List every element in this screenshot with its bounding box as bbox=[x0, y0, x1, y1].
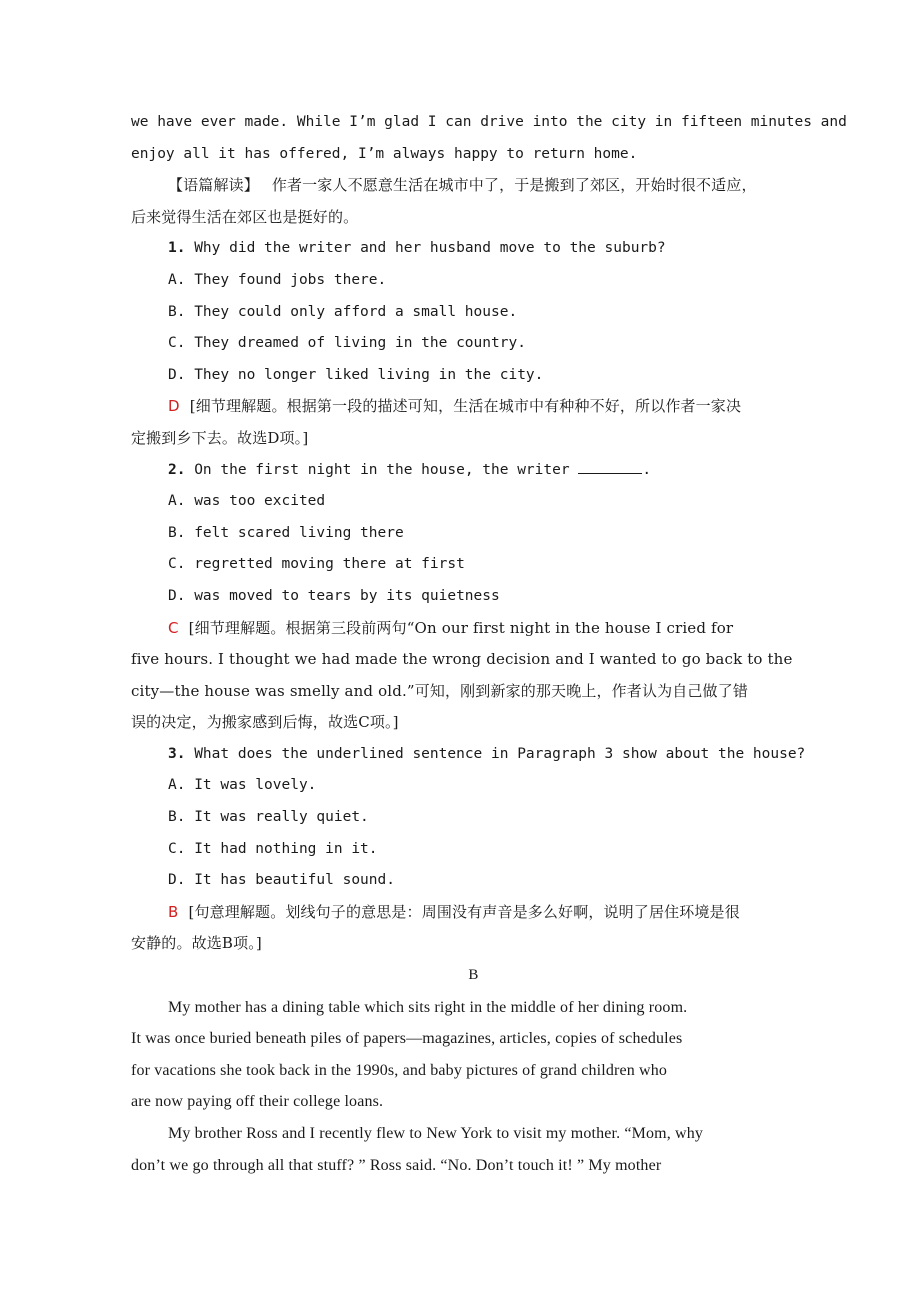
question-stem: 3. What does the underlined sentence in Paragraph 3 show about the house? bbox=[168, 745, 806, 762]
passage-line: My brother Ross and I recently flew to New York to visit my mother. “Mom, why bbox=[168, 1125, 704, 1142]
option-b: B. It was really quiet. bbox=[168, 809, 369, 826]
passage-line: are now paying off their college loans. bbox=[131, 1093, 384, 1111]
option-a: A. They found jobs there. bbox=[168, 271, 387, 288]
passage-line: enjoy all it has offered, I’m always happy to return home. bbox=[131, 145, 638, 162]
question-number: 3. bbox=[168, 745, 186, 762]
answer-blank bbox=[578, 459, 642, 474]
question-stem: 2. On the first night in the house, the writer . bbox=[131, 455, 816, 487]
question-stem: 1. Why did the writer and her husband move to the suburb? bbox=[168, 240, 666, 257]
passage-line: we have ever made. While I’m glad I can drive into the city in fifteen minutes and bbox=[131, 114, 847, 130]
option-c: C. They dreamed of living in the country. bbox=[168, 335, 526, 352]
summary-label: 【语篇解读】 bbox=[168, 176, 259, 195]
option-c: C. It had nothing in it. bbox=[168, 840, 378, 857]
explanation-line: 误的决定，为搬家感到后悔，故选C项。] bbox=[131, 713, 399, 732]
passage-line: for vacations she took back in the 1990s, and baby pictures of grand children who bbox=[131, 1061, 668, 1079]
option-d: D. It has beautiful sound. bbox=[168, 872, 395, 889]
option-b: B. They could only afford a small house. bbox=[168, 303, 518, 320]
option-d: D. They no longer liked living in the city. bbox=[168, 366, 544, 383]
option-b: B. felt scared living there bbox=[168, 524, 404, 541]
passage-line: My mother has a dining table which sits right in the middle of her dining room. bbox=[168, 998, 688, 1016]
summary-line: 后来觉得生活在郊区也是挺好的。 bbox=[131, 207, 359, 226]
passage-line: don’t we go through all that stuff? ” Ross said. “No. Don’t touch it! ” My mother bbox=[131, 1156, 662, 1174]
answer-letter: C bbox=[168, 618, 179, 637]
question-number: 1. bbox=[168, 240, 186, 257]
answer-letter: D bbox=[168, 397, 180, 416]
section-heading: B bbox=[468, 967, 479, 984]
question-number: 2. bbox=[168, 461, 186, 478]
passage-line: It was once buried beneath piles of papers—magazines, articles, copies of schedules bbox=[131, 1030, 683, 1048]
explanation-line: five hours. I thought we had made the wrong decision and I wanted to go back to the bbox=[131, 650, 793, 669]
document-page bbox=[131, 107, 847, 1181]
option-a: A. was too excited bbox=[168, 493, 326, 510]
summary-line bbox=[131, 170, 816, 202]
answer-explanation: D [细节理解题。根据第一段的描述可知，生活在城市中有种种不好，所以作者一家决 bbox=[168, 397, 742, 416]
summary-text: 作者一家人不愿意生活在城市中了，于是搬到了郊区，开始时很不适应， bbox=[271, 176, 757, 195]
answer-explanation: C [细节理解题。根据第三段前两句“On our first night in the house I cried for bbox=[168, 618, 734, 637]
option-a: A. It was lovely. bbox=[168, 777, 317, 794]
option-c: C. regretted moving there at first bbox=[168, 556, 465, 573]
answer-explanation: B [句意理解题。划线句子的意思是：周围没有声音是多么好啊，说明了居住环境是很 bbox=[168, 902, 740, 921]
explanation-line: city—the house was smelly and old.”可知，刚到新家的那天晚上，作者认为自己做了错 bbox=[131, 681, 749, 700]
explanation-line: 定搬到乡下去。故选D项。] bbox=[131, 428, 309, 447]
answer-letter: B bbox=[168, 902, 179, 921]
option-d: D. was moved to tears by its quietness bbox=[168, 587, 500, 604]
explanation-line: 安静的。故选B项。] bbox=[131, 934, 262, 953]
